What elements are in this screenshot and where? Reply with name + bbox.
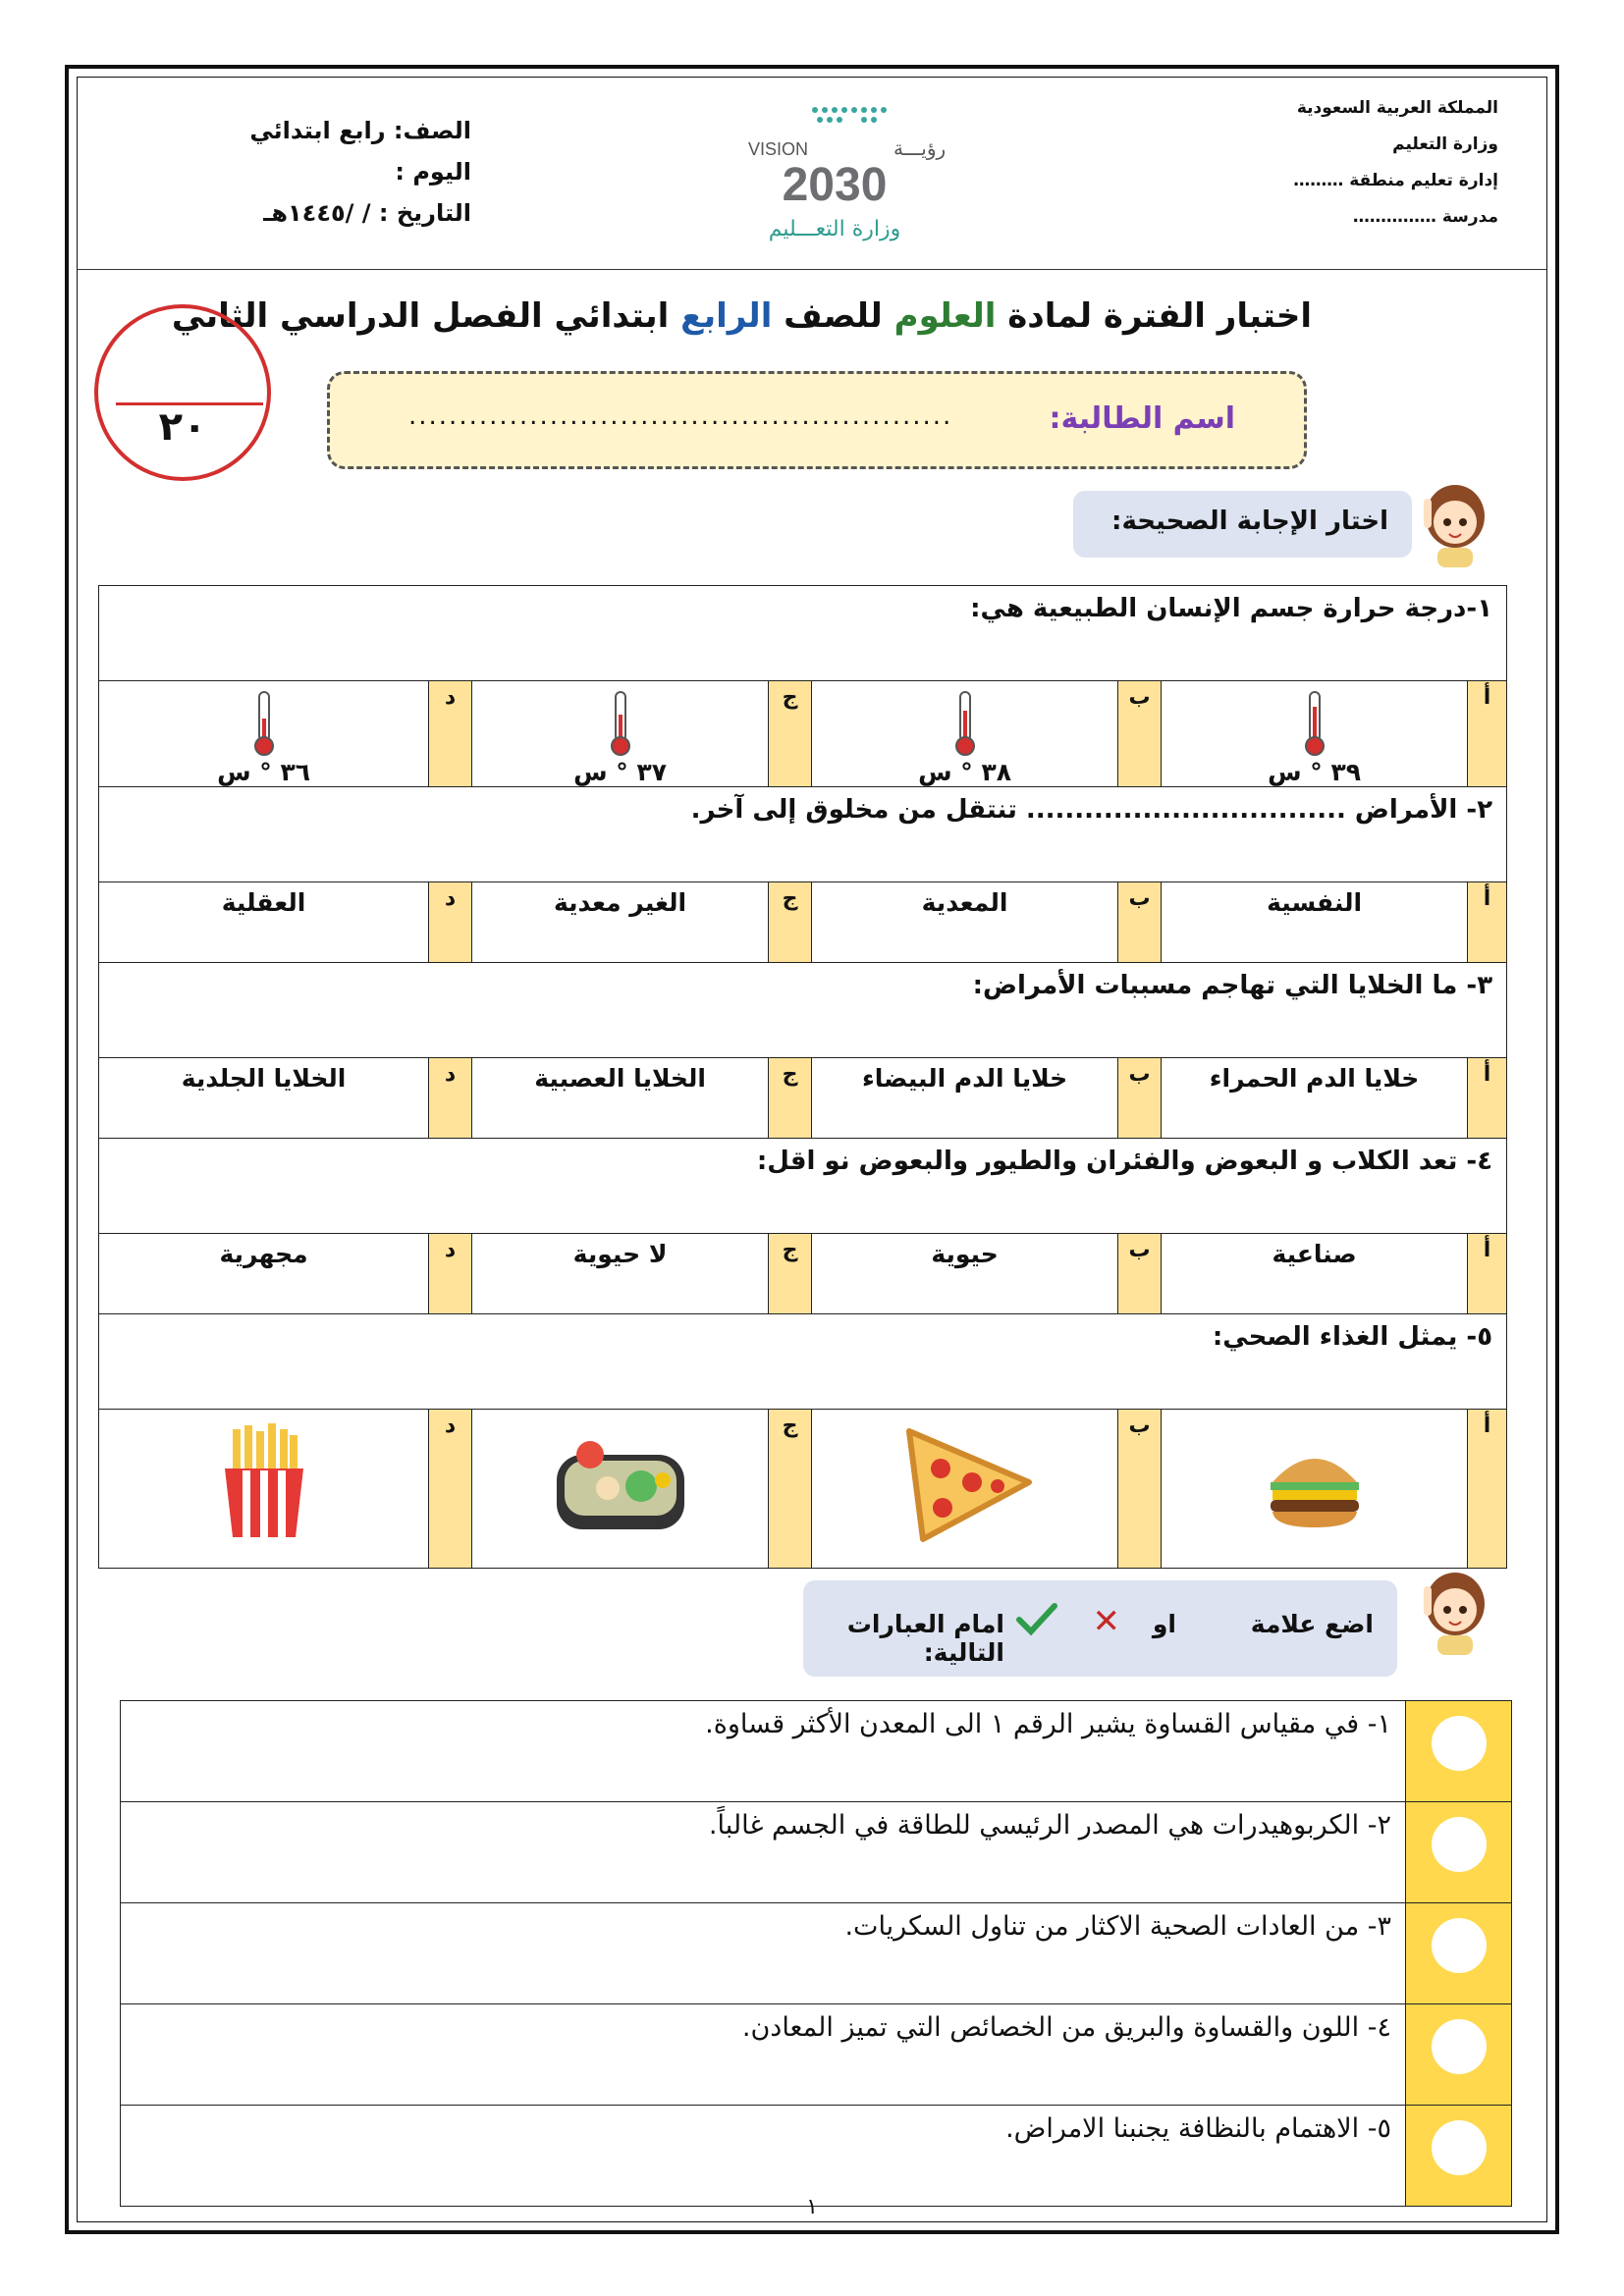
option-letter: ج [769,1234,812,1314]
score-total: ٢٠ [158,404,207,450]
thermometer-icon [249,689,279,758]
option-a[interactable]: صناعية [1162,1234,1468,1314]
option-letter: ج [769,882,812,963]
vision-2030-logo [746,98,947,245]
girl-pointing-icon [1414,1567,1490,1655]
header-divider [77,269,1547,270]
option-b[interactable]: حيوية [812,1234,1118,1314]
question-2-text: ٢- الأمراض ................................. تنتقل من مخلوق إلى آخر. [99,787,1507,882]
header-ministry: وزارة التعليم [1392,134,1498,154]
option-letter: ج [769,1410,812,1569]
thermometer-icon [1300,689,1329,758]
pizza-icon [892,1421,1039,1549]
section-true-false-header [803,1580,1397,1677]
option-letter: د [429,1410,472,1569]
student-name-field[interactable]: ...................................................... [408,401,953,431]
svg-text:2030: 2030 [782,159,888,211]
option-a-text: ٣٩ ° س [1268,758,1362,786]
statement-row [121,1903,1512,2004]
question-1-options [99,681,1507,787]
option-letter: ب [1118,1410,1162,1569]
option-letter: أ [1468,681,1507,787]
option-c[interactable] [472,681,769,787]
multiple-choice-table [98,585,1507,1569]
statement-row [121,2106,1512,2207]
option-d[interactable] [99,1410,429,1569]
question-2-options [99,882,1507,963]
option-c-text: ٣٧ ° س [573,758,668,786]
question-5-options [99,1410,1507,1569]
option-letter: د [429,1234,472,1314]
header-country: المملكة العربية السعودية [1296,98,1498,118]
answer-cell[interactable] [1406,2106,1512,2207]
statement-text: ٤- اللون والقساوة والبريق من الخصائص التي تميز المعادن. [121,2004,1406,2106]
header-grade: الصف: رابع ابتدائي [249,117,471,144]
question-5-text: ٥- يمثل الغذاء الصحي: [99,1314,1507,1410]
option-d[interactable]: العقلية [99,882,429,963]
option-b[interactable] [812,681,1118,787]
option-letter: د [429,681,472,787]
score-circle [94,304,271,481]
statement-row [121,2004,1512,2106]
option-a[interactable] [1162,681,1468,787]
option-letter: أ [1468,1058,1507,1139]
thermometer-icon [950,689,980,758]
section-multiple-choice-header [1073,491,1412,558]
question-1-text: ١-درجة حرارة جسم الإنسان الطبيعية هي: [99,586,1507,681]
student-name-label: اسم الطالبة: [1049,401,1235,436]
thermometer-icon [606,689,635,758]
option-b[interactable]: المعدية [812,882,1118,963]
option-letter: أ [1468,1410,1507,1569]
girl-pointing-icon [1414,479,1490,567]
option-letter: ب [1118,1234,1162,1314]
answer-circle[interactable] [1432,2120,1487,2175]
answer-cell[interactable] [1406,2004,1512,2106]
answer-cell[interactable] [1406,1903,1512,2004]
header-region: إدارة تعليم منطقة ……… [1293,171,1498,190]
answer-circle[interactable] [1432,1716,1487,1771]
option-letter: أ [1468,882,1507,963]
check-mark-icon [1015,1602,1058,1637]
section-true-false-title-part1: اضع علامة [1250,1610,1374,1638]
option-letter: ج [769,681,812,787]
svg-text:رؤيـــة: رؤيـــة [893,136,947,160]
section-multiple-choice-title: اختار الإجابة الصحيحة: [1111,507,1388,536]
header-class-info [206,110,471,234]
question-4-text: ٤- تعد الكلاب و البعوض والفئران والطيور والبعوض نو اقل: [99,1139,1507,1234]
answer-circle[interactable] [1432,2019,1487,2074]
true-false-table [120,1700,1512,2207]
option-letter: د [429,882,472,963]
option-d[interactable]: مجهرية [99,1234,429,1314]
answer-circle[interactable] [1432,1918,1487,1973]
option-letter: ج [769,1058,812,1139]
option-letter: أ [1468,1234,1507,1314]
option-letter: ب [1118,1058,1162,1139]
option-c[interactable] [472,1410,769,1569]
question-4-options [99,1234,1507,1314]
fries-icon [215,1423,313,1541]
question-3-text: ٣- ما الخلايا التي تهاجم مسببات الأمراض: [99,963,1507,1058]
statement-text: ٥- الاهتمام بالنظافة يجنبنا الامراض. [121,2106,1406,2207]
statement-text: ١- في مقياس القساوة يشير الرقم ١ الى المعدن الأكثر قساوة. [121,1701,1406,1802]
option-d[interactable]: الخلايا الجلدية [99,1058,429,1139]
option-d-text: ٣٦ ° س [217,758,310,786]
answer-circle[interactable] [1432,1817,1487,1872]
statement-text: ٢- الكربوهيدرات هي المصدر الرئيسي للطاقة في الجسم غالباً. [121,1802,1406,1903]
option-letter: ب [1118,882,1162,963]
header-date: التاريخ : / /١٤٤٥هـ [263,199,471,227]
option-b[interactable]: خلايا الدم البيضاء [812,1058,1118,1139]
question-3-options [99,1058,1507,1139]
option-a[interactable]: خلايا الدم الحمراء [1162,1058,1468,1139]
option-d[interactable] [99,681,429,787]
header-institution [1263,90,1498,236]
option-c[interactable]: لا حيوية [472,1234,769,1314]
header-day: اليوم : [395,158,471,186]
statement-row [121,1701,1512,1802]
option-c[interactable]: الغير معدية [472,882,769,963]
option-b[interactable] [812,1410,1118,1569]
option-letter: ب [1118,681,1162,787]
statement-row [121,1802,1512,1903]
option-letter: د [429,1058,472,1139]
option-b-text: ٣٨ ° س [918,758,1012,786]
header-school: مدرسة …………… [1352,207,1498,227]
exam-title: اختبار الفترة لمادة العلوم للصف الرابع ابتدائي الفصل الدراسي الثاني [171,296,1312,336]
cross-mark-icon: ✕ [1092,1602,1120,1641]
svg-text:وزارة التعـــليم: وزارة التعـــليم [768,217,901,241]
statement-text: ٣- من العادات الصحية الاكثار من تناول السكريات. [121,1903,1406,2004]
section-true-false-or: او [1152,1610,1176,1638]
option-c[interactable]: الخلايا العصبية [472,1058,769,1139]
option-a[interactable] [1162,1410,1468,1569]
answer-cell[interactable] [1406,1701,1512,1802]
burger-icon [1261,1435,1369,1533]
student-name-box[interactable] [327,371,1307,469]
answer-cell[interactable] [1406,1802,1512,1903]
svg-text:VISION: VISION [748,139,809,159]
section-true-false-title-part2: امام العبارات التالية: [846,1610,1004,1667]
option-a[interactable]: النفسية [1162,882,1468,963]
salad-lunchbox-icon [547,1425,694,1543]
page-number: ١ [806,2195,818,2219]
